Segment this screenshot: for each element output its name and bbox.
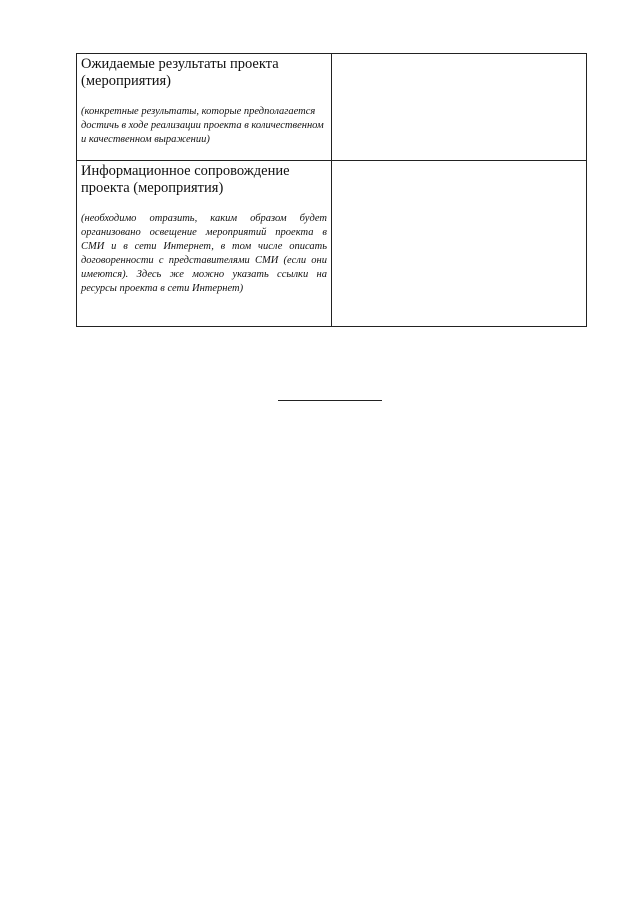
expected-results-title: Ожидаемые результаты проекта (мероприятия) bbox=[81, 56, 279, 89]
project-form-table bbox=[76, 53, 587, 327]
value-cell-expected-results bbox=[332, 54, 587, 161]
information-support-hint: (необходимо отразить, каким образом будет организовано освещение мероприятий проекта в СМИ и в сети Интернет, в том числе описать договоренности с представителями СМИ (если они имеются). Здесь же можно указать ссылки на ресурсы проекта в сети Интернет) bbox=[81, 213, 327, 294]
label-cell-information-support bbox=[77, 161, 332, 327]
table-row-information-support bbox=[77, 161, 587, 327]
table-row-expected-results bbox=[77, 54, 587, 161]
label-cell-expected-results bbox=[77, 54, 332, 161]
information-support-title: Информационное сопровождение проекта (мероприятия) bbox=[81, 163, 290, 196]
closing-horizontal-rule bbox=[278, 400, 382, 401]
value-cell-information-support bbox=[332, 161, 587, 327]
expected-results-hint: (конкретные результаты, которые предполагается достичь в ходе реализации проекта в количественном и качественном выражении) bbox=[81, 106, 324, 145]
